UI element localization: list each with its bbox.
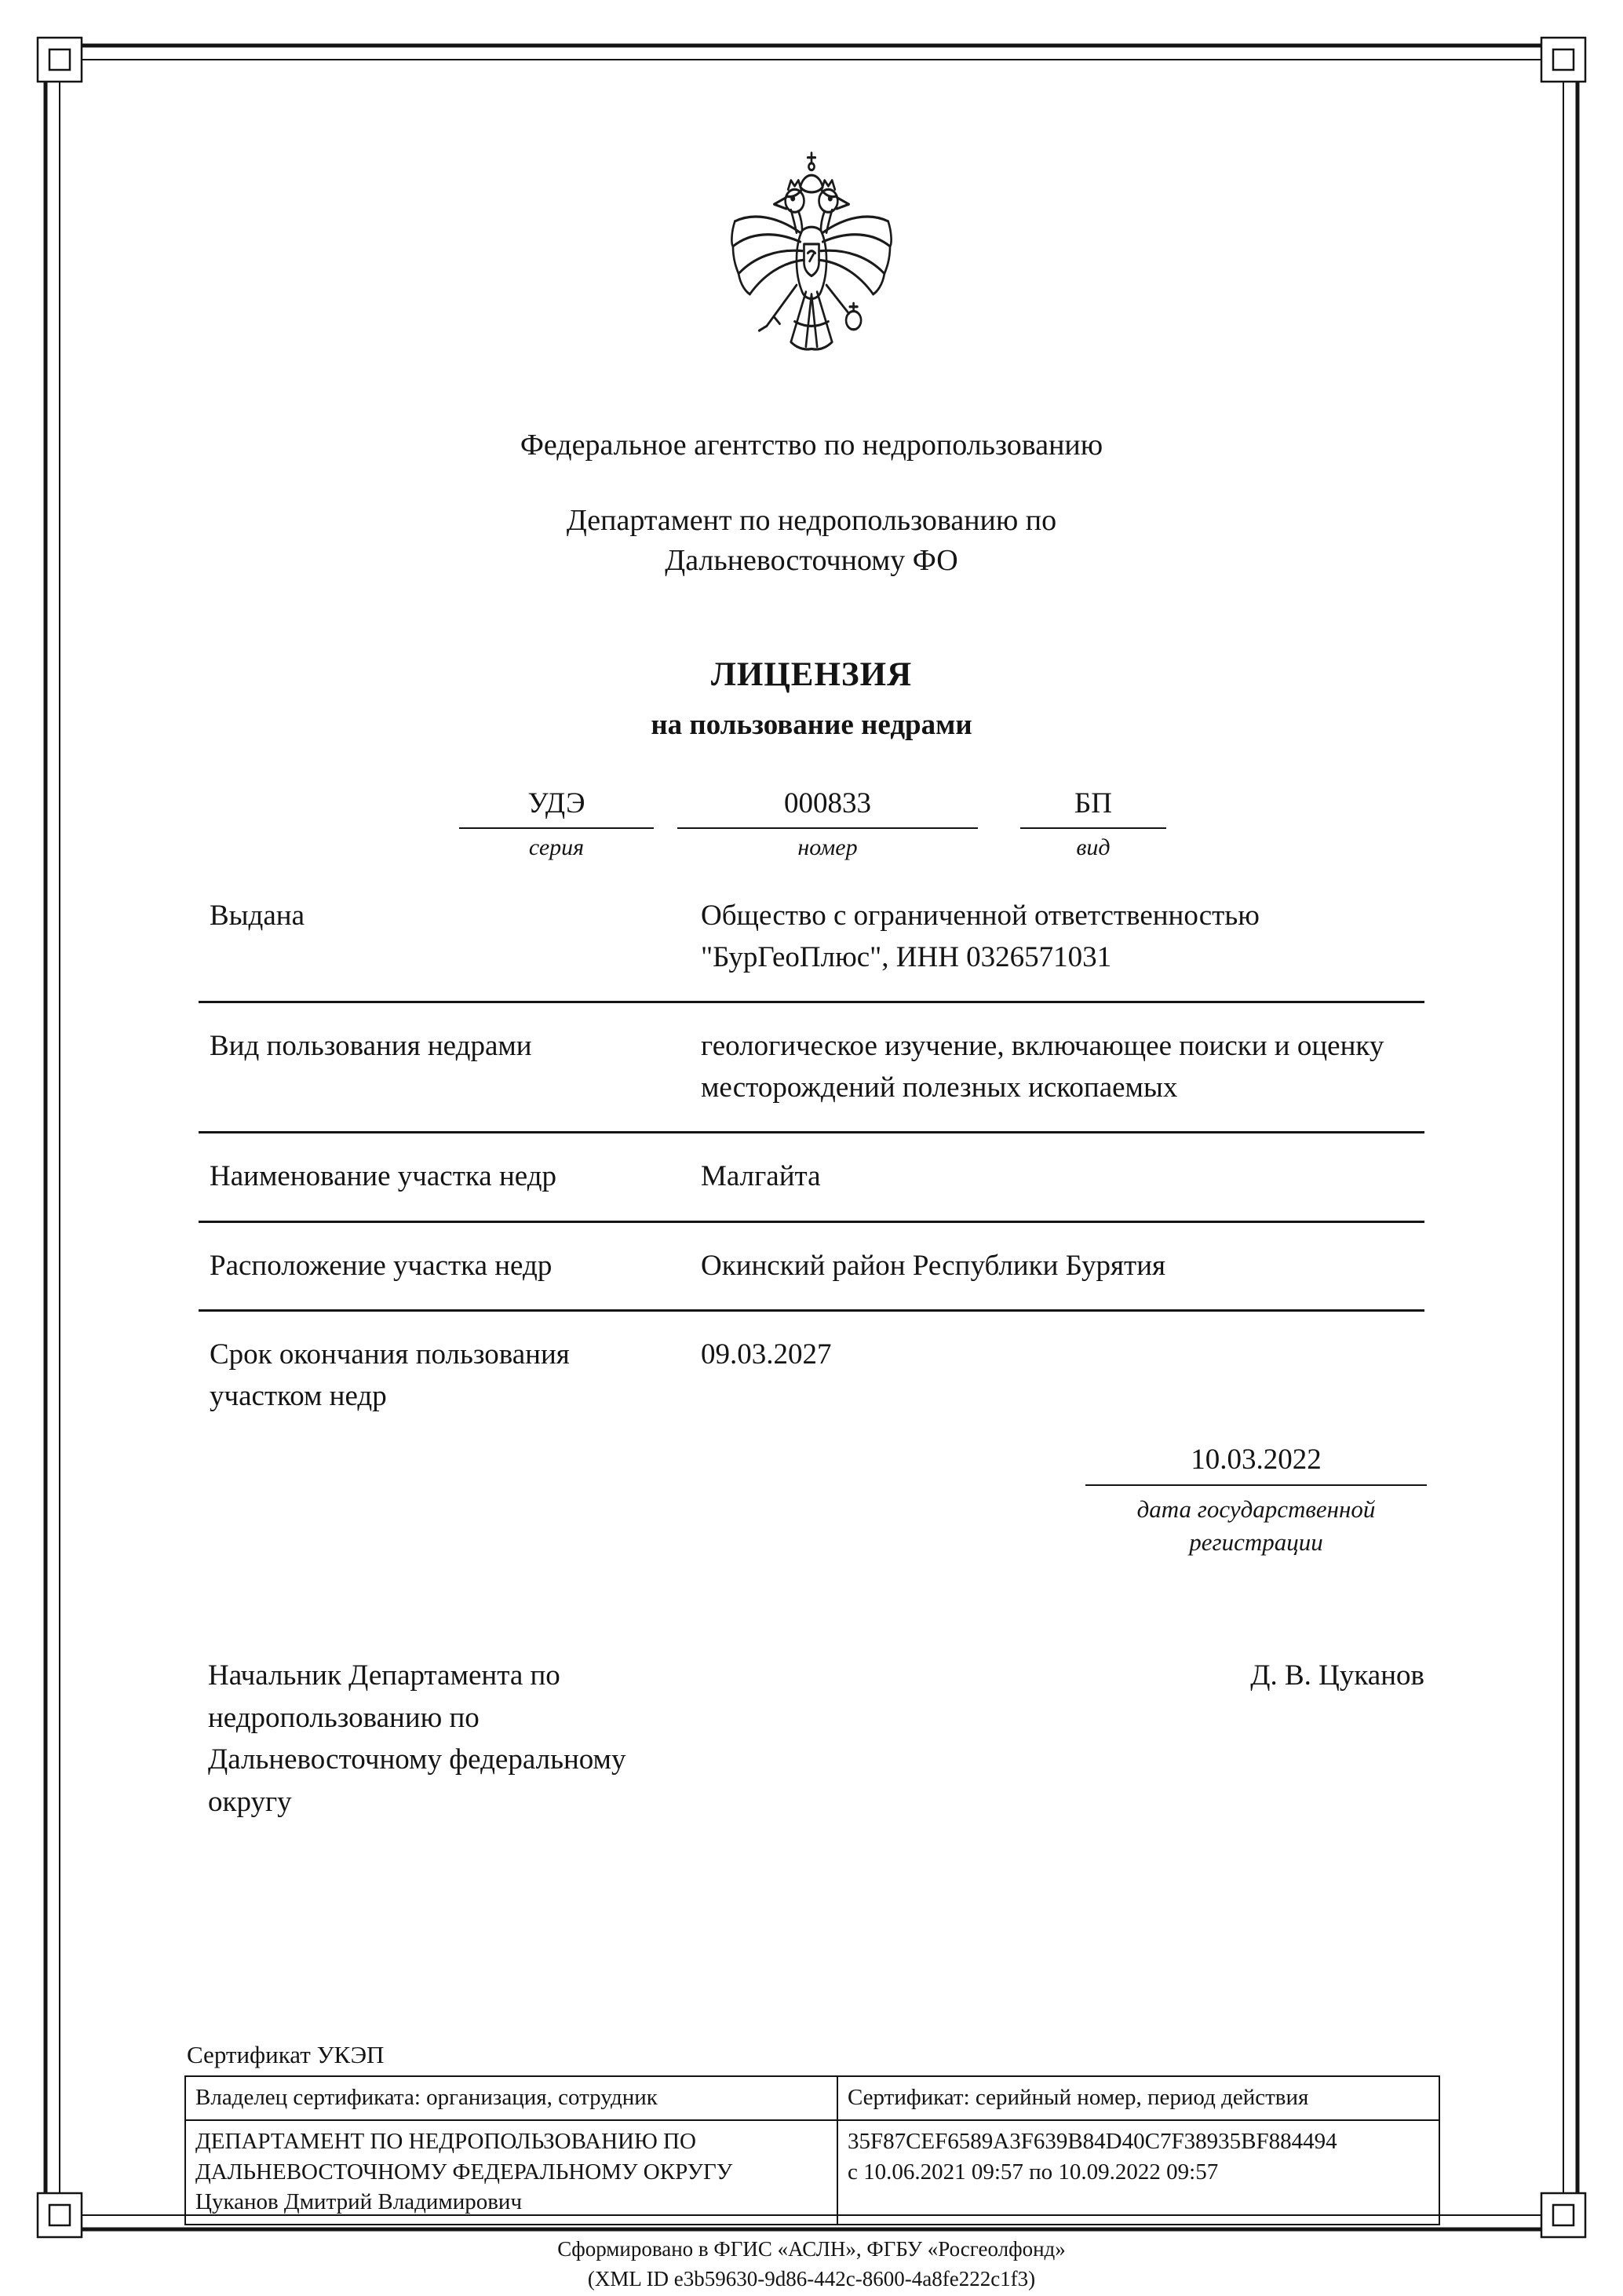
certificate-data-row [185, 2120, 1439, 2225]
field-value: геологическое изучение, включающее поиски и оценку месторождений полезных ископаемых [701, 1030, 1384, 1104]
certificate-owner-person: Цуканов Дмитрий Владимирович [195, 2188, 523, 2214]
footer-xml-id: (XML ID e3b59630-9d86-442c-8600-4a8fe222c1f3) [587, 2267, 1036, 2291]
number-value: 000833 [677, 787, 978, 829]
certificate-table [184, 2075, 1440, 2225]
field-label: Вид пользования недрами [210, 1030, 532, 1063]
certificate-owner-cell [185, 2120, 837, 2225]
number-label: номер [797, 834, 858, 860]
certificate-owner-org: ДЕПАРТАМЕНТ ПО НЕДРОПОЛЬЗОВАНИЮ ПО ДАЛЬНЕВОСТОЧНОМУ ФЕДЕРАЛЬНОМУ ОКРУГУ [195, 2129, 733, 2185]
certificate-validity: с 10.06.2021 09:57 по 10.09.2022 09:57 [847, 2159, 1219, 2185]
license-subtitle: на пользование недрами [651, 709, 972, 741]
agency-name: Федеральное агентство по недропользованию [520, 429, 1103, 462]
field-row-site-location [199, 1223, 1424, 1312]
field-value: Окинский район Республики Бурятия [701, 1249, 1166, 1282]
signer-name: Д. В. Цуканов [1250, 1659, 1424, 1692]
field-label: Выдана [210, 900, 305, 932]
footer-generated-by: Сформировано в ФГИС «АСЛН», ФГБУ «Росгеолфонд» [557, 2237, 1066, 2261]
series-value: УДЭ [459, 787, 654, 829]
field-label: Срок окончания пользования участком недр [210, 1338, 570, 1412]
series-label: серия [528, 834, 585, 860]
license-series [459, 787, 654, 861]
coat-of-arms-russia-icon [709, 151, 914, 358]
department-line1: Департамент по недропользованию по [566, 504, 1057, 537]
signer-position: Начальник Департамента по недропользованию по Дальневосточному федеральному округу [208, 1659, 626, 1818]
field-label: Расположение участка недр [210, 1249, 553, 1282]
certificate-serial-header: Сертификат: серийный номер, период действия [837, 2076, 1439, 2120]
field-row-site-name [199, 1133, 1424, 1223]
document-footer [0, 2234, 1623, 2294]
registration-date-caption: дата государственной регистрации [1136, 1495, 1376, 1556]
field-value: Малгайта [701, 1160, 821, 1193]
license-fields [199, 873, 1424, 1440]
department-name [0, 501, 1623, 582]
registration-date: 10.03.2022 [1085, 1443, 1427, 1486]
certificate-header-row [185, 2076, 1439, 2120]
field-row-expiry-date [199, 1312, 1424, 1440]
registration-date-block [1085, 1443, 1427, 1559]
license-type [1020, 787, 1166, 861]
license-number [677, 787, 978, 861]
department-line2: Дальневосточному ФО [665, 544, 958, 578]
certificate-owner-header: Владелец сертификата: организация, сотрудник [185, 2076, 837, 2120]
field-row-use-type [199, 1003, 1424, 1133]
certificate-serial-cell [837, 2120, 1439, 2225]
certificate-serial: 35F87CEF6589A3F639B84D40C7F38935BF884494 [847, 2129, 1337, 2155]
license-title: ЛИЦЕНЗИЯ [710, 656, 913, 693]
type-value: БП [1020, 787, 1166, 829]
field-value: Общество с ограниченной ответственностью "БурГеоПлюс", ИНН 0326571031 [701, 900, 1260, 973]
certificate-heading: Сертификат УКЭП [187, 2041, 385, 2068]
signature-block [208, 1655, 1424, 1823]
field-row-issued-to [199, 873, 1424, 1003]
field-label: Наименование участка недр [210, 1160, 557, 1193]
type-label: вид [1076, 834, 1111, 860]
field-value: 09.03.2027 [701, 1338, 832, 1371]
